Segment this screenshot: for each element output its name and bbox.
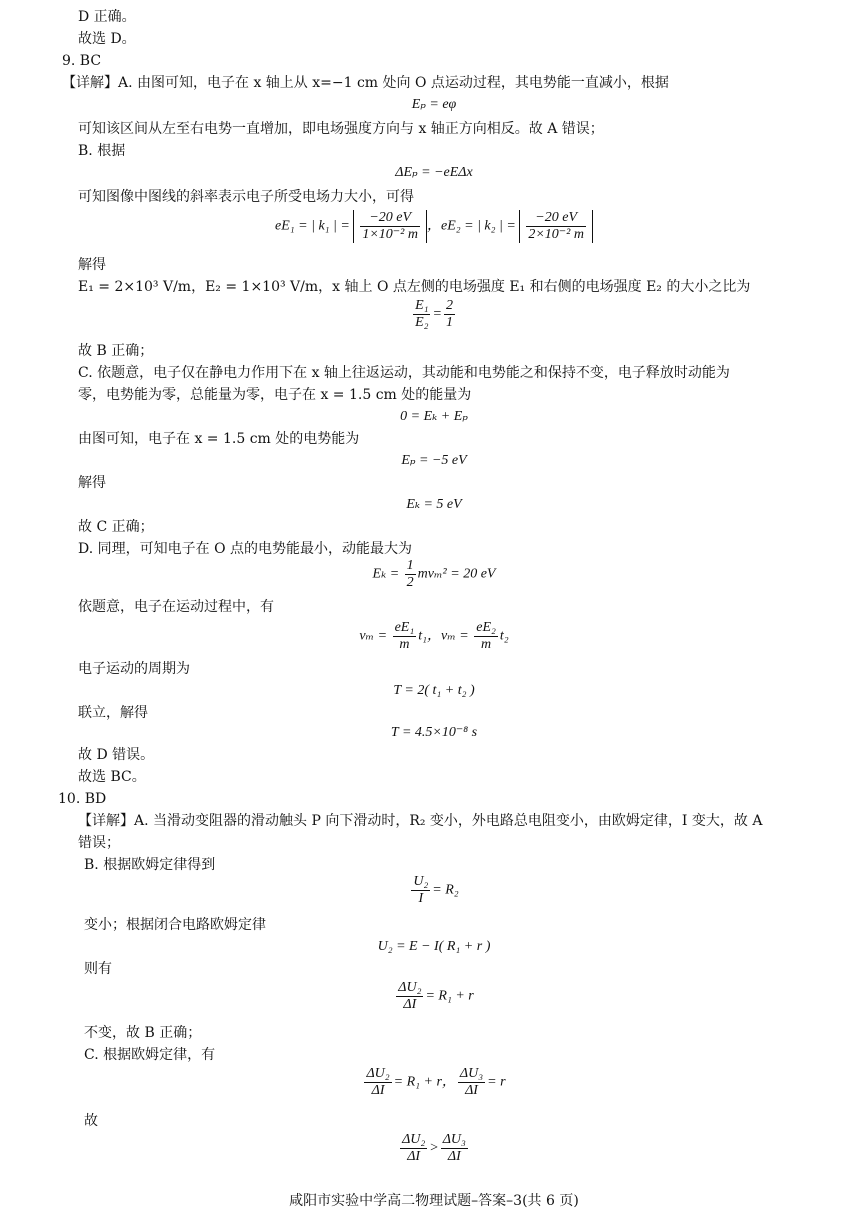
eq-num: −20 eV	[526, 210, 586, 227]
text-line: B. 根据	[78, 143, 126, 159]
eq-num: 1	[406, 558, 414, 573]
eq-part: eE₁ = | k₁ | =	[275, 218, 350, 234]
text-line: 故 B 正确；	[78, 343, 154, 359]
eq-part: = R₁ + r，	[393, 1074, 456, 1090]
eq-num: 2	[445, 298, 453, 313]
equation-u2-over-i	[0, 874, 868, 907]
text-line: 不变，故 B 正确；	[84, 1025, 202, 1041]
text-line: 错误；	[78, 835, 120, 851]
eq-den: ΔI	[465, 1083, 478, 1098]
text-line: 则有	[84, 961, 112, 977]
text-line: E₁ = 2×10³ V/m，E₂ = 1×10³ V/m，x 轴上 O 点左侧的电场强度 E₁ 和右侧的电场强度 E₂ 的大小之比为	[78, 279, 751, 295]
eq-den: 1×10⁻² m	[362, 227, 418, 242]
eq-part: = R₁ + r	[425, 988, 474, 1004]
eq-den: 2×10⁻² m	[528, 227, 584, 242]
equation-field-strengths	[0, 210, 868, 243]
eq-num: E₁	[415, 298, 429, 313]
text-line: C. 依题意，电子仅在静电力作用下在 x 轴上往返运动，其动能和电势能之和保持不变，电子释放时动能为	[78, 365, 730, 381]
text-line: 解得	[78, 475, 106, 491]
text-line: 故选 BC。	[78, 769, 146, 785]
equation: Eₚ = eφ	[411, 97, 457, 112]
eq-part: =	[432, 306, 442, 322]
text-line: 可知该区间从左至右电势一直增加，即电场强度方向与 x 轴正方向相反。故 A 错误；	[78, 121, 604, 137]
eq-num: −20 eV	[360, 210, 420, 227]
text-line: 电子运动的周期为	[78, 661, 190, 677]
page-footer: 咸阳市实验中学高二物理试题–答案–3(共 6 页)	[289, 1193, 579, 1209]
text-line: 故选 D。	[78, 31, 136, 47]
equation-ek-max	[0, 558, 868, 591]
eq-num: U₂	[413, 874, 429, 889]
eq-part: t₂	[499, 628, 509, 644]
equation-vm	[0, 620, 868, 653]
eq-num: eE₁	[394, 620, 415, 635]
equation: T = 4.5×10⁻⁸ s	[390, 725, 478, 740]
eq-num: ΔU₃	[459, 1066, 484, 1081]
text-line: 故	[84, 1113, 98, 1129]
eq-den: ΔI	[403, 997, 417, 1012]
equation: Eₚ = −5 eV	[401, 453, 467, 468]
text-line: D 正确。	[78, 9, 136, 25]
eq-den: E₂	[415, 315, 429, 330]
eq-part: mvₘ² = 20 eV	[417, 566, 496, 582]
equation-ratio	[0, 298, 868, 331]
text-line: 变小；根据闭合电路欧姆定律	[84, 917, 266, 933]
text-line: 【详解】A. 当滑动变阻器的滑动触头 P 向下滑动时，R₂ 变小，外电路总电阻变小，由欧姆定律，I 变大，故 A	[78, 813, 763, 829]
text-line: 故 D 错误。	[78, 747, 155, 763]
eq-part: >	[429, 1140, 439, 1156]
eq-num: ΔU₂	[398, 980, 422, 995]
text-line: D. 同理，可知电子在 O 点的电势能最小，动能最大为	[78, 541, 413, 557]
eq-den: I	[418, 891, 424, 906]
equation: Eₖ = 5 eV	[406, 497, 462, 512]
equation: 0 = Eₖ + Eₚ	[400, 409, 468, 424]
equation: ΔEₚ = −eEΔx	[395, 165, 473, 180]
eq-num: ΔU₃	[442, 1132, 466, 1147]
eq-den: m	[481, 637, 492, 652]
eq-num: eE₂	[476, 620, 496, 635]
text-line: 依题意，电子在运动过程中，有	[78, 599, 274, 615]
eq-part: Eₖ =	[372, 566, 400, 582]
question-10-answer: 10. BD	[58, 791, 107, 807]
text-line: 解得	[78, 257, 106, 273]
eq-den: ΔI	[447, 1149, 461, 1164]
eq-part: t₁，vₘ =	[418, 628, 469, 644]
eq-den: ΔI	[371, 1083, 385, 1098]
eq-den: 1	[445, 315, 453, 330]
eq-part: ，eE₂ = | k₂ | =	[427, 218, 516, 234]
eq-den: m	[399, 637, 410, 652]
text-line: C. 根据欧姆定律，有	[84, 1047, 216, 1063]
text-line: 故 C 正确；	[78, 519, 154, 535]
equation-du2-di	[0, 980, 868, 1013]
eq-part: = R₂	[432, 882, 459, 898]
question-9-answer: 9. BC	[62, 53, 102, 69]
eq-num: ΔU₂	[366, 1066, 390, 1081]
equation: T = 2( t₁ + t₂ )	[393, 683, 475, 698]
eq-den: 2	[406, 575, 414, 590]
equation-compare	[0, 1132, 868, 1165]
eq-num: ΔU₂	[402, 1132, 426, 1147]
eq-den: ΔI	[407, 1149, 421, 1164]
text-line: 零，电势能为零，总能量为零，电子在 x = 1.5 cm 处的能量为	[78, 387, 472, 403]
eq-part: = r	[487, 1074, 506, 1090]
text-line: 联立，解得	[78, 705, 148, 721]
text-line: B. 根据欧姆定律得到	[84, 857, 216, 873]
eq-part: vₘ =	[359, 628, 388, 644]
text-line: 【详解】A. 由图可知，电子在 x 轴上从 x=−1 cm 处向 O 点运动过程，其电势能一直减小，根据	[62, 75, 669, 91]
text-line: 可知图像中图线的斜率表示电子所受电场力大小，可得	[78, 189, 414, 205]
equation: U₂ = E − I( R₁ + r )	[377, 939, 491, 954]
text-line: 由图可知，电子在 x = 1.5 cm 处的电势能为	[78, 431, 360, 447]
equation-du2-du3	[0, 1066, 868, 1099]
